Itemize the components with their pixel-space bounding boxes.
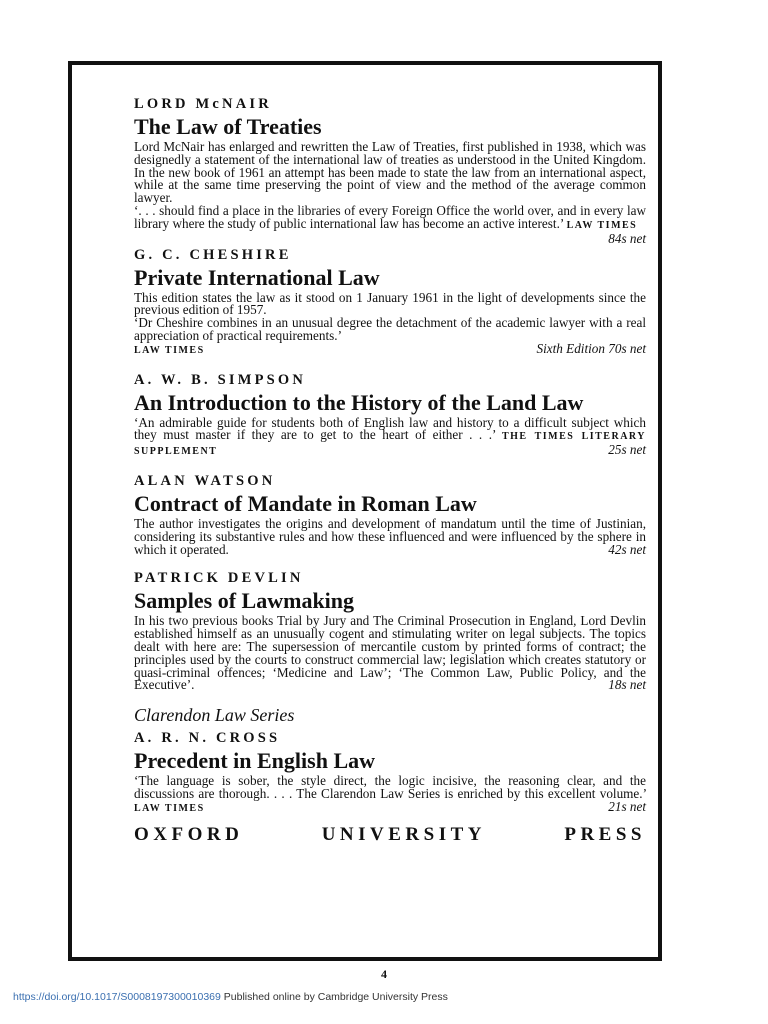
- book-title: An Introduction to the History of the Land Law: [134, 389, 584, 415]
- quote-text: ‘. . . should find a place in the libraries of every Foreign Office the world over, and in every law library where the study of public international law has become an active interest.’: [134, 202, 646, 231]
- book-author: ALAN WATSON: [134, 472, 276, 489]
- advertisement-content: [134, 95, 646, 846]
- book-author: A. R. N. CROSS: [134, 730, 281, 747]
- book-title: Samples of Lawmaking: [134, 588, 355, 614]
- book-description: [134, 289, 646, 358]
- book-description: [134, 615, 646, 692]
- review-quote: [134, 775, 646, 815]
- book-title: Private International Law: [134, 264, 380, 290]
- book-entry-cross: [134, 729, 646, 815]
- doi-link[interactable]: https://doi.org/10.1017/S0008197300010369: [13, 991, 221, 1003]
- book-price: 18s net: [608, 677, 646, 693]
- book-price: 25s net: [608, 442, 646, 458]
- review-quote: [134, 414, 647, 459]
- quote-text: ‘An admirable guide for students both of English law and history to a difficult subject which they must master if they are to get to the heart of either . . .’: [134, 414, 646, 443]
- book-description: [134, 139, 646, 246]
- book-description: [134, 414, 647, 459]
- book-entry-watson: [134, 472, 646, 556]
- review-quote: [134, 202, 646, 246]
- book-price: Sixth Edition 70s net: [536, 340, 646, 356]
- page-number: 4: [381, 967, 387, 981]
- advertisement-frame: [68, 61, 662, 961]
- book-title: The Law of Treaties: [134, 114, 322, 139]
- book-entry-devlin: [134, 569, 646, 692]
- book-description: [134, 515, 646, 557]
- citation-footer: [13, 991, 448, 1003]
- publication-note: Published online by Cambridge University Press: [223, 991, 448, 1003]
- book-author: LORD McNAIR: [134, 96, 272, 112]
- publisher-word: OXFORD: [134, 823, 244, 845]
- review-source: THE TIMES LITERARY SUPPLEMENT: [134, 431, 647, 458]
- book-author: G. C. CHESHIRE: [134, 246, 292, 263]
- review-source: LAW TIMES: [134, 802, 205, 814]
- publisher-imprint: [134, 824, 646, 846]
- book-title: Precedent in English Law: [134, 748, 376, 774]
- book-description: [134, 775, 646, 815]
- book-entry-cheshire: [134, 246, 646, 358]
- book-author: A. W. B. SIMPSON: [134, 371, 307, 388]
- book-price: 42s net: [608, 541, 646, 557]
- publisher-word: UNIVERSITY: [321, 823, 486, 845]
- description-text: In his two previous books Trial by Jury and The Criminal Prosecution in England, Lord Devlin established himself as an unusually cogent and stimulating writer on legal subjects. The topics dealt with here are: The supersession of mercantile custom by printed forms of contract; the principles used by the courts to construct commercial law; legislation which creates statutory or quasi-criminal offences; ‘Medicine and Law’; ‘The Common Law, Public Policy, and the Executive’.: [134, 613, 646, 693]
- review-source: LAW TIMES: [566, 219, 638, 231]
- book-author: PATRICK DEVLIN: [134, 570, 304, 587]
- review-source-line: [134, 340, 646, 358]
- book-entry-mcnair: [134, 95, 646, 246]
- description-paragraph: Lord McNair has enlarged and rewritten the Law of Treaties, first published in 1938, which was designedly a statement of the international law of treaties as understood in the United Kingdom. In the new book of 1961 an attempt has been made to state the law from an international aspect, while at the same time preserving the point of view and the method of the average common lawyer.: [134, 139, 646, 206]
- review-quote: ‘Dr Cheshire combines in an unusual degree the detachment of the academic lawyer with a real appreciation of practical requirements.’: [134, 315, 646, 343]
- book-title: Contract of Mandate in Roman Law: [134, 490, 477, 516]
- book-price: 21s net: [608, 798, 646, 814]
- review-source: LAW TIMES: [134, 344, 205, 356]
- description-paragraph: [134, 615, 646, 692]
- description-paragraph: This edition states the law as it stood on 1 January 1961 in the light of developments since the previous edition of 1957.: [134, 289, 646, 318]
- series-heading: Clarendon Law Series: [134, 705, 295, 726]
- description-paragraph: [134, 515, 646, 557]
- description-text: The author investigates the origins and development of mandatum until the time of Justinian, considering its substantive rules and how these influenced and were influenced by the sphere in which it operated.: [134, 515, 646, 557]
- book-entry-simpson: [134, 371, 646, 459]
- quote-text: ‘The language is sober, the style direct, the logic incisive, the reasoning clear, and the discussions are thorough. . . . The Clarendon Law Series is enriched by this excellent volume.’: [134, 773, 646, 801]
- publisher-word: PRESS: [564, 823, 646, 845]
- book-price: 84s net: [608, 230, 646, 246]
